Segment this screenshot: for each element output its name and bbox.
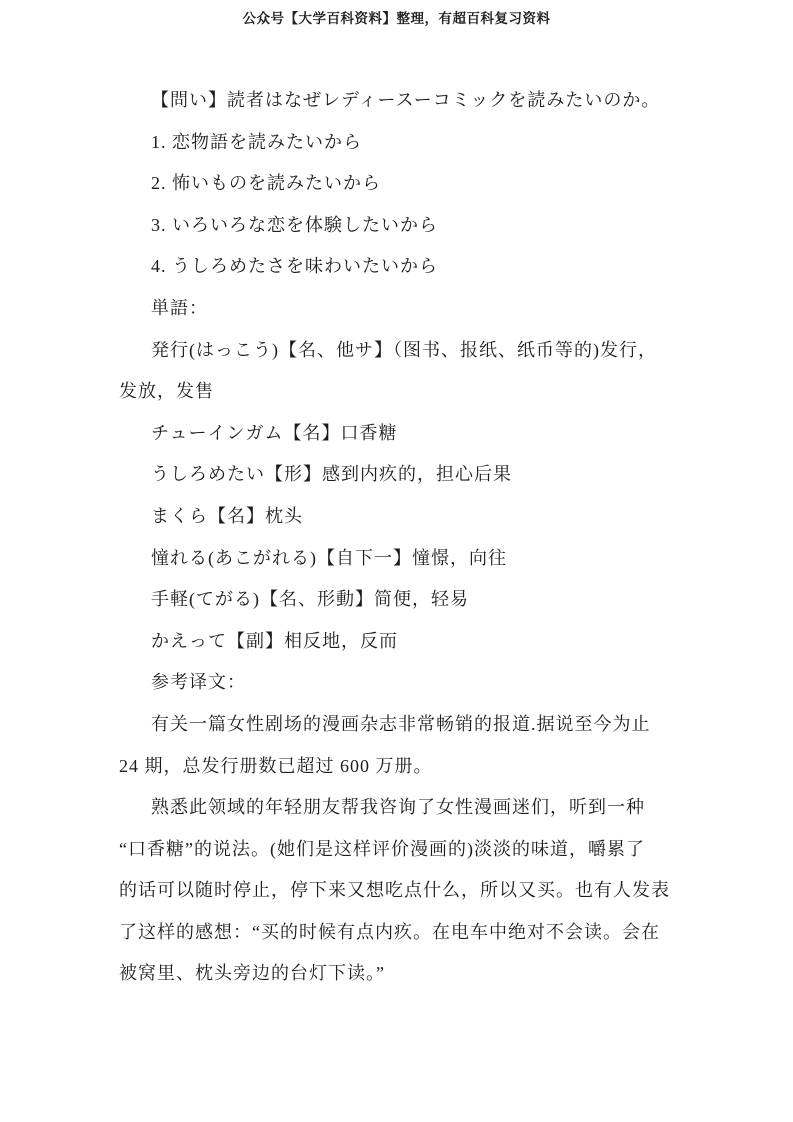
doc-line-para2-4: 了这样的感想：“买的时候有点内疚。在电车中绝对不会读。会在	[119, 921, 660, 942]
doc-line-para2-1: 熟悉此领域的年轻朋友帮我咨询了女性漫画迷们，听到一种	[151, 797, 645, 818]
doc-line-para2-3: 的话可以随时停止，停下来又想吃点什么，所以又买。也有人发表	[119, 880, 670, 901]
doc-line-vocab-1: 発行(はっこう)【名、他サ】（图书、报纸、纸币等的)发行，	[151, 339, 657, 360]
doc-line-para2-2: “口香糖”的说法。(她们是这样评价漫画的)淡淡的味道，嚼累了	[119, 838, 645, 859]
doc-line-option-4: 4. うしろめたさを味わいたいから	[151, 256, 438, 277]
doc-line-para1-1: 有关一篇女性剧场的漫画杂志非常畅销的报道.据说至今为止	[151, 713, 651, 734]
doc-line-vocab-1-cont: 发放，发售	[119, 381, 214, 402]
doc-line-vocab-5: 憧れる(あこがれる)【自下一】憧憬，向往	[151, 547, 507, 568]
doc-line-para1-2: 24 期，总发行册数已超过 600 万册。	[119, 755, 433, 776]
doc-line-vocab-7: かえって【副】相反地，反而	[151, 630, 398, 651]
doc-line-vocab-3: うしろめたい【形】感到内疚的，担心后果	[151, 464, 512, 485]
doc-line-para2-5: 被窝里、枕头旁边的台灯下读。”	[119, 963, 385, 984]
doc-line-vocab-heading: 単語：	[151, 297, 208, 318]
doc-line-option-3: 3. いろいろな恋を体験したいから	[151, 214, 438, 235]
doc-line-question: 【問い】読者はなぜレディースーコミックを読みたいのか。	[151, 90, 661, 110]
doc-line-vocab-2: チューインガム【名】口香糖	[151, 422, 398, 443]
doc-line-option-1: 1. 恋物語を読みたいから	[151, 131, 362, 152]
doc-line-vocab-4: まくら【名】枕头	[151, 505, 303, 526]
doc-line-translation-heading: 参考译文：	[151, 672, 246, 693]
page-header-text: 公众号【大学百科资料】整理，有超百科复习资料	[242, 11, 551, 26]
document-body	[119, 80, 675, 995]
doc-line-option-2: 2. 怖いものを読みたいから	[151, 173, 381, 194]
doc-line-vocab-6: 手軽(てがる)【名、形動】简便，轻易	[151, 589, 469, 610]
